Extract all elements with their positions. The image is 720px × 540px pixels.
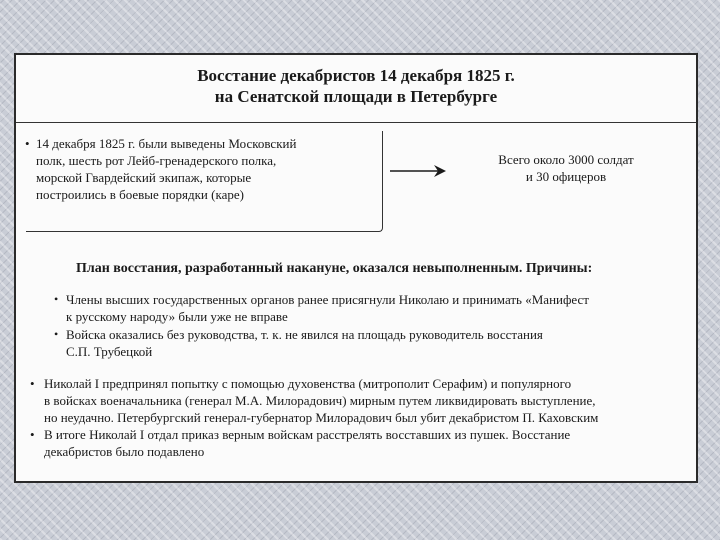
event-line: но неудачно. Петербургский генерал-губернатор Милорадович был убит декабристом П. Каховским	[44, 410, 599, 425]
event-line: декабристов было подавлено	[44, 444, 205, 459]
reason-line: к русскому народу» были уже не вправе	[66, 309, 288, 324]
bullet-icon: •	[54, 292, 59, 306]
reason-line: Члены высших государственных органов ранее присягнули Николаю и принимать «Манифест	[66, 292, 589, 307]
event-line: В итоге Николай I отдал приказ верным войскам расстрелять восставших из пушек. Восстание	[44, 427, 571, 442]
bullet-icon: •	[25, 136, 30, 151]
reason-line: Войска оказались без руководства, т. к. не явился на площадь руководитель восстания	[66, 327, 543, 342]
total-line-2: и 30 офицеров	[525, 169, 607, 184]
arrow-right-icon	[388, 161, 448, 181]
reason-item	[54, 291, 676, 325]
slide-panel	[14, 53, 698, 483]
slide-title	[16, 65, 696, 107]
fact-line: 14 декабря 1825 г. были выведены Московский	[36, 136, 297, 151]
event-item	[30, 426, 690, 460]
bullet-icon: •	[30, 427, 35, 442]
event-item	[30, 375, 690, 426]
event-line: в войсках военачальника (генерал М.А. Милорадович) мирным путем ликвидировать выступление,	[44, 393, 596, 408]
title-line-2: на Сенатской площади в Петербурге	[214, 87, 498, 106]
title-line-1: Восстание декабристов 14 декабря 1825 г.	[197, 66, 515, 85]
fact-text	[36, 135, 376, 203]
event-line: Николай I предпринял попытку с помощью духовенства (митрополит Серафим) и популярного	[44, 376, 572, 391]
fact-line: построились в боевые порядки (каре)	[36, 187, 244, 202]
bullet-icon: •	[54, 327, 59, 341]
total-line-1: Всего около 3000 солдат	[498, 152, 634, 167]
total-forces	[476, 151, 656, 185]
fact-line: морской Гвардейский экипаж, которые	[36, 170, 252, 185]
reason-item	[54, 326, 676, 360]
title-divider	[16, 122, 696, 123]
plan-heading: План восстания, разработанный накануне, оказался невыполненным. Причины:	[76, 261, 593, 276]
bullet-icon: •	[30, 376, 35, 391]
reason-line: С.П. Трубецкой	[66, 344, 153, 359]
fact-line: полк, шесть рот Лейб-гренадерского полка,	[36, 153, 277, 168]
